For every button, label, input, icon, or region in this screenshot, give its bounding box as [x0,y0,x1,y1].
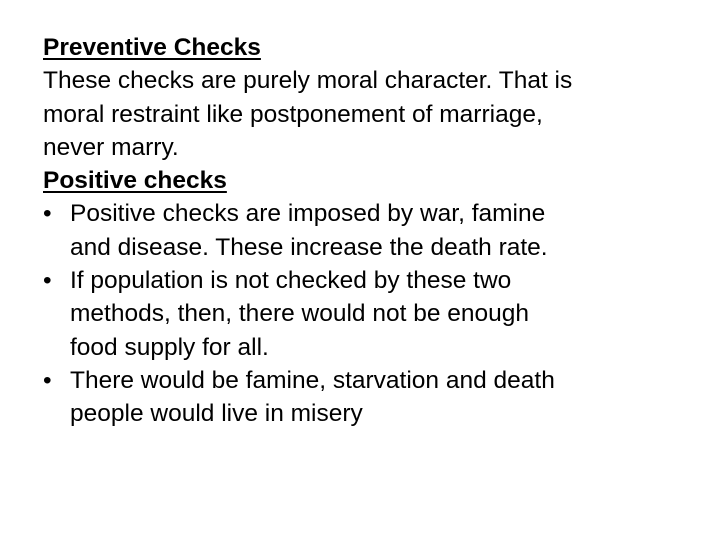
bullet-icon: • [43,200,52,228]
paragraph-line: never marry. [43,133,179,161]
paragraph-line: moral restraint like postponement of marriage, [43,100,543,128]
bullet-line: If population is not checked by these two [70,267,512,295]
bullet-line: people would live in misery [70,400,363,428]
bullet-line: methods, then, there would not be enough [70,300,530,328]
preventive-checks-heading: Preventive Checks [43,34,261,61]
slide-content [43,31,693,431]
bullet-item [43,197,693,264]
bullet-line: There would be famine, starvation and death [70,366,555,394]
bullet-line: food supply for all. [70,333,269,361]
paragraph-line: These checks are purely moral character. That is [43,67,573,95]
bullet-icon: • [43,366,52,394]
bullet-line: Positive checks are imposed by war, famine [70,200,546,228]
positive-checks-list [43,197,693,430]
positive-checks-heading: Positive checks [43,167,227,195]
bullet-item [43,264,693,364]
preventive-checks-paragraph [43,64,693,164]
bullet-item [43,364,693,431]
bullet-line: and disease. These increase the death rate. [70,233,548,261]
bullet-icon: • [43,267,52,295]
